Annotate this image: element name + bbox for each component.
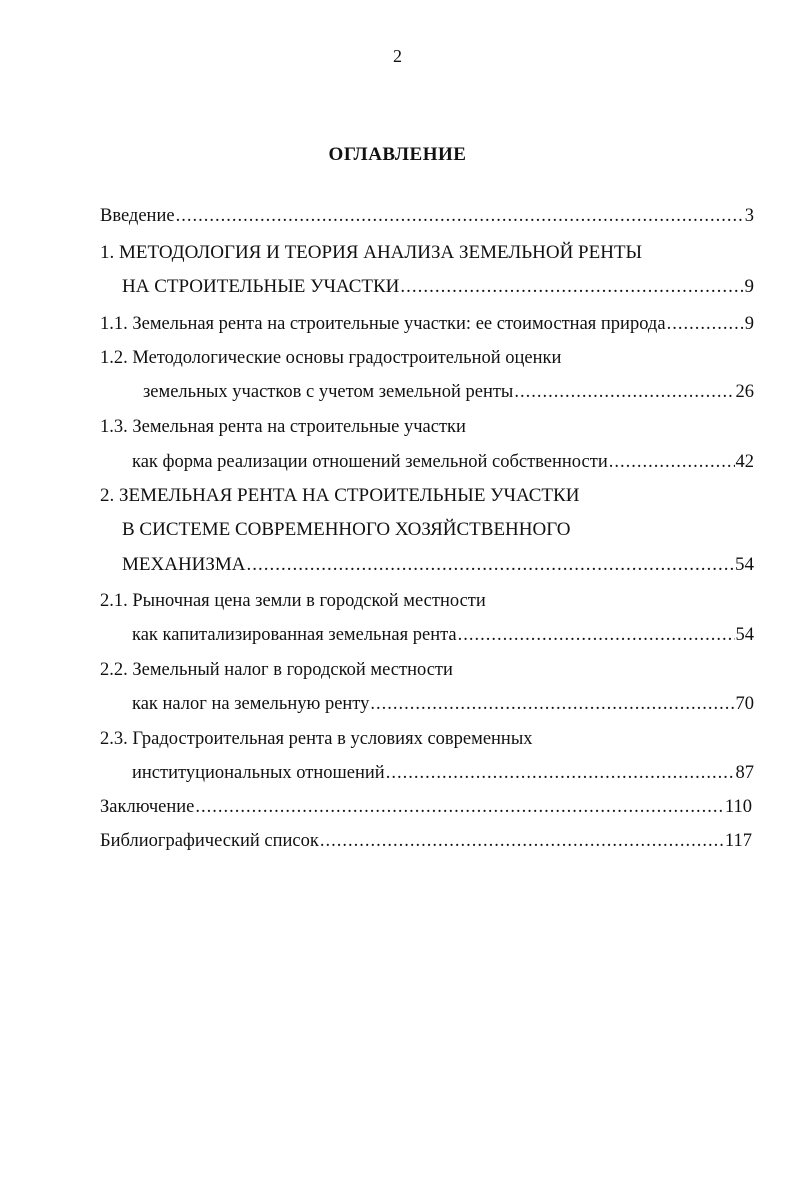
toc-entry-page: 117	[724, 831, 752, 851]
toc-section-1-2-line-1: 1.2. Методологические основы градостроительной оценки	[100, 348, 562, 368]
toc-section-2-1	[132, 622, 754, 648]
toc-entry-text: 1.1. Земельная рента на строительные участки: ее стоимостная природа	[100, 314, 666, 334]
toc-chapter-1	[122, 274, 754, 300]
dot-leader	[514, 379, 734, 405]
toc-entry-conclusion	[100, 794, 752, 820]
toc-section-1-2	[143, 379, 754, 405]
toc-entry-bibliography	[100, 828, 752, 854]
dot-leader	[386, 760, 735, 786]
toc-entry-text: МЕХАНИЗМА	[122, 554, 246, 575]
toc-entry-text: земельных участков с учетом земельной ренты	[143, 382, 514, 402]
toc-entry-intro	[100, 203, 754, 229]
toc-entry-text: как налог на земельную ренту	[132, 694, 370, 714]
dot-leader	[195, 794, 724, 820]
dot-leader	[458, 622, 735, 648]
toc-entry-page: 54	[735, 625, 754, 645]
toc-entry-page: 110	[724, 797, 752, 817]
toc-section-2-3	[132, 760, 754, 786]
dot-leader	[667, 311, 744, 337]
toc-section-2-1-line-1: 2.1. Рыночная цена земли в городской местности	[100, 591, 486, 611]
dot-leader	[320, 828, 724, 854]
toc-section-1-3	[132, 449, 754, 475]
toc-chapter-2	[122, 552, 754, 578]
toc-section-2-2	[132, 691, 754, 717]
toc-section-1-3-line-1: 1.3. Земельная рента на строительные участки	[100, 417, 466, 437]
toc-entry-page: 87	[735, 763, 754, 783]
dot-leader	[370, 691, 734, 717]
toc-entry-page: 42	[735, 452, 754, 472]
page-number: 2	[393, 46, 402, 66]
toc-entry-text: институциональных отношений	[132, 763, 385, 783]
toc-section-2-3-line-1: 2.3. Градостроительная рента в условиях современных	[100, 729, 533, 749]
toc-entry-page: 70	[735, 694, 754, 714]
toc-entry-page: 9	[744, 276, 754, 297]
toc-entry-text: Введение	[100, 206, 175, 226]
toc-chapter-2-line-2: В СИСТЕМЕ СОВРЕМЕННОГО ХОЗЯЙСТВЕННОГО	[122, 519, 571, 540]
dot-leader	[609, 449, 735, 475]
toc-entry-text: как форма реализации отношений земельной собственности	[132, 452, 608, 472]
toc-entry-text: Заключение	[100, 797, 195, 817]
toc-entry-page: 9	[744, 314, 754, 334]
dot-leader	[176, 203, 744, 229]
toc-chapter-1-line-1: 1. МЕТОДОЛОГИЯ И ТЕОРИЯ АНАЛИЗА ЗЕМЕЛЬНОЙ РЕНТЫ	[100, 242, 643, 263]
dot-leader	[400, 274, 743, 300]
toc-chapter-2-line-1: 2. ЗЕМЕЛЬНАЯ РЕНТА НА СТРОИТЕЛЬНЫЕ УЧАСТКИ	[100, 485, 580, 506]
toc-entry-text: Библиографический список	[100, 831, 319, 851]
toc-section-1-1	[100, 311, 754, 337]
toc-entry-text: НА СТРОИТЕЛЬНЫЕ УЧАСТКИ	[122, 276, 400, 297]
toc-section-2-2-line-1: 2.2. Земельный налог в городской местности	[100, 660, 453, 680]
toc-entry-page: 3	[744, 206, 754, 226]
toc-entry-text: как капитализированная земельная рента	[132, 625, 457, 645]
toc-entry-page: 26	[735, 382, 754, 402]
dot-leader	[247, 552, 734, 578]
toc-title: ОГЛАВЛЕНИЕ	[328, 144, 467, 165]
toc-entry-page: 54	[735, 554, 754, 575]
